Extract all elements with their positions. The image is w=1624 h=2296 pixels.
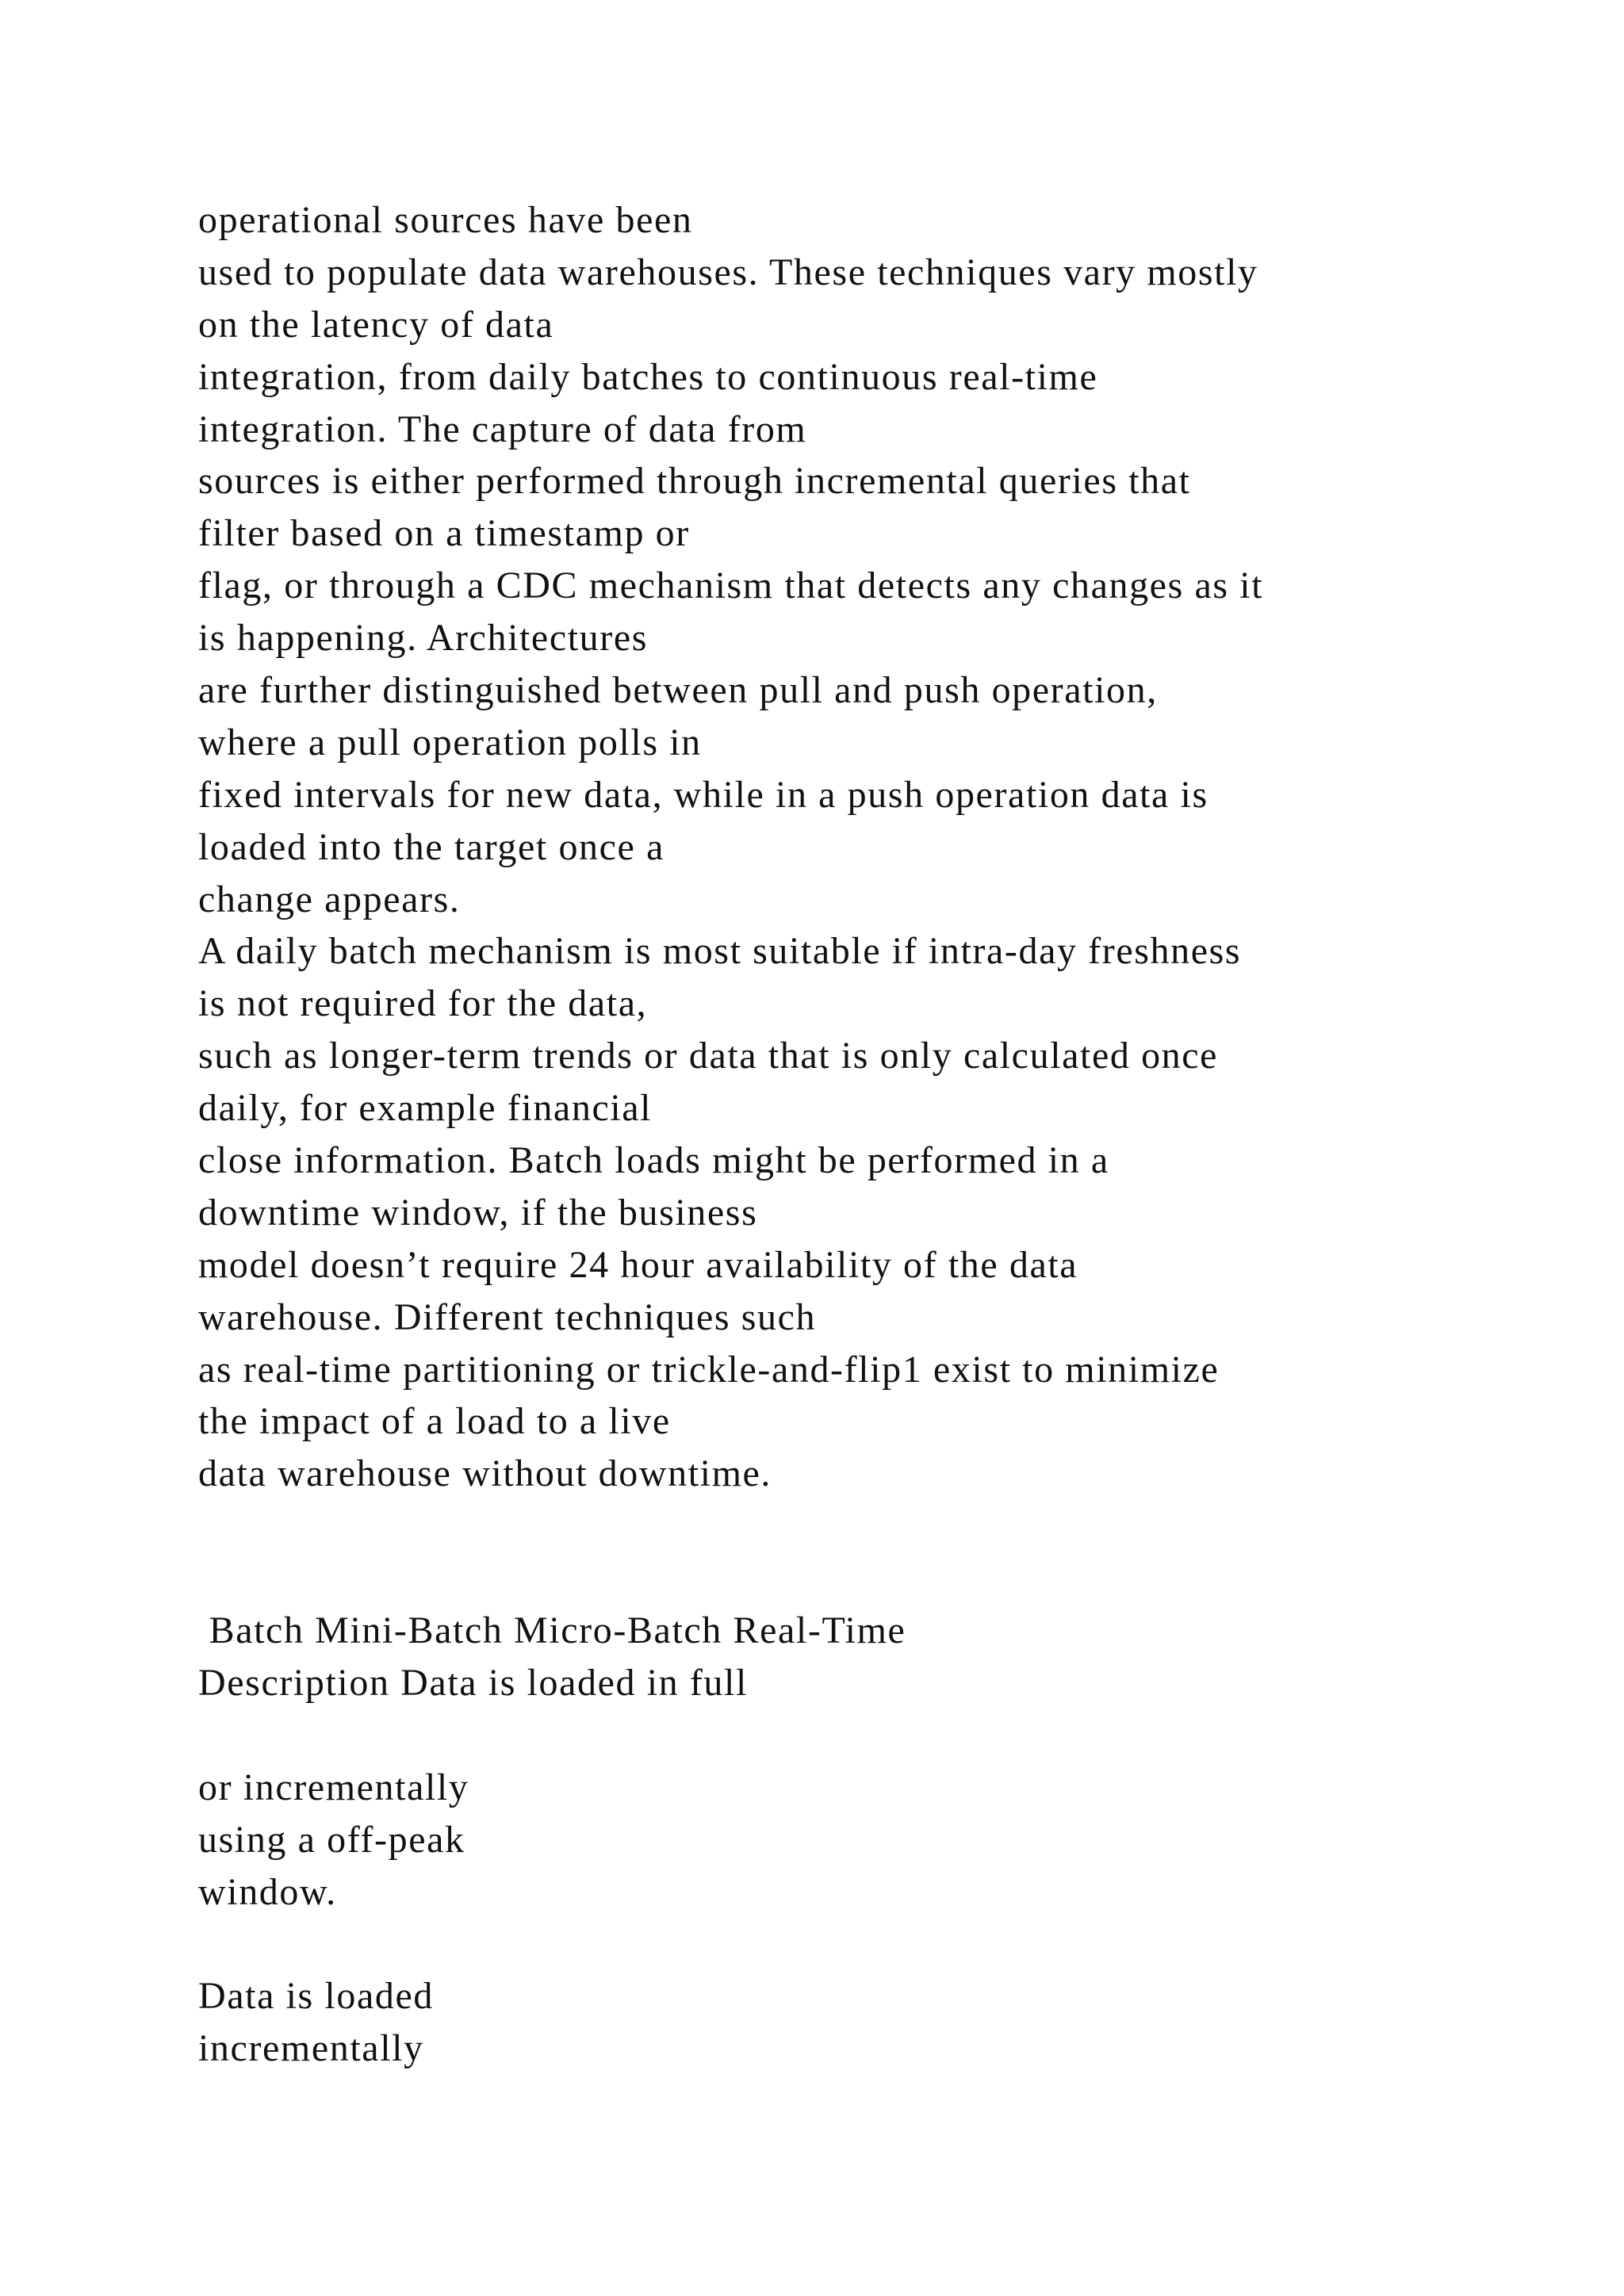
table-row-line: Data is loaded [198, 1975, 434, 2018]
text-line: such as longer-term trends or data that is only calculated once [198, 1035, 1219, 1077]
text-line: as real-time partitioning or trickle-and-flip1 exist to minimize [198, 1348, 1220, 1391]
table-row-line: incrementally [198, 2027, 424, 2070]
text-line: daily, for example financial [198, 1087, 653, 1130]
text-line: sources is either performed through incremental queries that [198, 460, 1191, 503]
text-line: is not required for the data, [198, 982, 648, 1025]
table-row-line: Description Data is loaded in full [198, 1661, 748, 1704]
text-line: loaded into the target once a [198, 825, 665, 868]
text-line: flag, or through a CDC mechanism that detects any changes as it [198, 564, 1264, 607]
text-line: model doesn’t require 24 hour availability of the data [198, 1243, 1078, 1286]
blank-line [198, 1709, 1546, 1762]
text-line: integration. The capture of data from [198, 408, 807, 450]
table-row-line: window. [198, 1870, 337, 1913]
text-line: where a pull operation polls in [198, 721, 702, 763]
text-line: the impact of a load to a live [198, 1400, 671, 1443]
text-line: operational sources have been [198, 199, 693, 241]
text-line: on the latency of data [198, 303, 554, 346]
table-row-line: using a off-peak [198, 1818, 465, 1861]
blank-line [198, 1552, 1546, 1605]
text-line: A daily batch mechanism is most suitable if intra-day freshness [198, 930, 1242, 973]
text-line: are further distinguished between pull and push operation, [198, 669, 1158, 712]
text-line: is happening. Architectures [198, 617, 649, 660]
text-line: filter based on a timestamp or [198, 512, 690, 555]
text-line: integration, from daily batches to continuous real-time [198, 355, 1098, 398]
text-line: used to populate data warehouses. These techniques vary mostly [198, 251, 1258, 293]
text-line: data warehouse without downtime. [198, 1452, 772, 1495]
blank-line [198, 1500, 1546, 1552]
table-row-line: or incrementally [198, 1766, 469, 1808]
text-line: warehouse. Different techniques such [198, 1295, 817, 1338]
table-header-line: Batch Mini-Batch Micro-Batch Real-Time [198, 1609, 906, 1652]
text-line: downtime window, if the business [198, 1191, 758, 1234]
text-line: fixed intervals for new data, while in a push operation data is [198, 773, 1208, 816]
text-line: close information. Batch loads might be performed in a [198, 1139, 1109, 1182]
blank-line [198, 1918, 1546, 1970]
text-line: change appears. [198, 878, 461, 920]
document-body [198, 194, 1546, 2075]
